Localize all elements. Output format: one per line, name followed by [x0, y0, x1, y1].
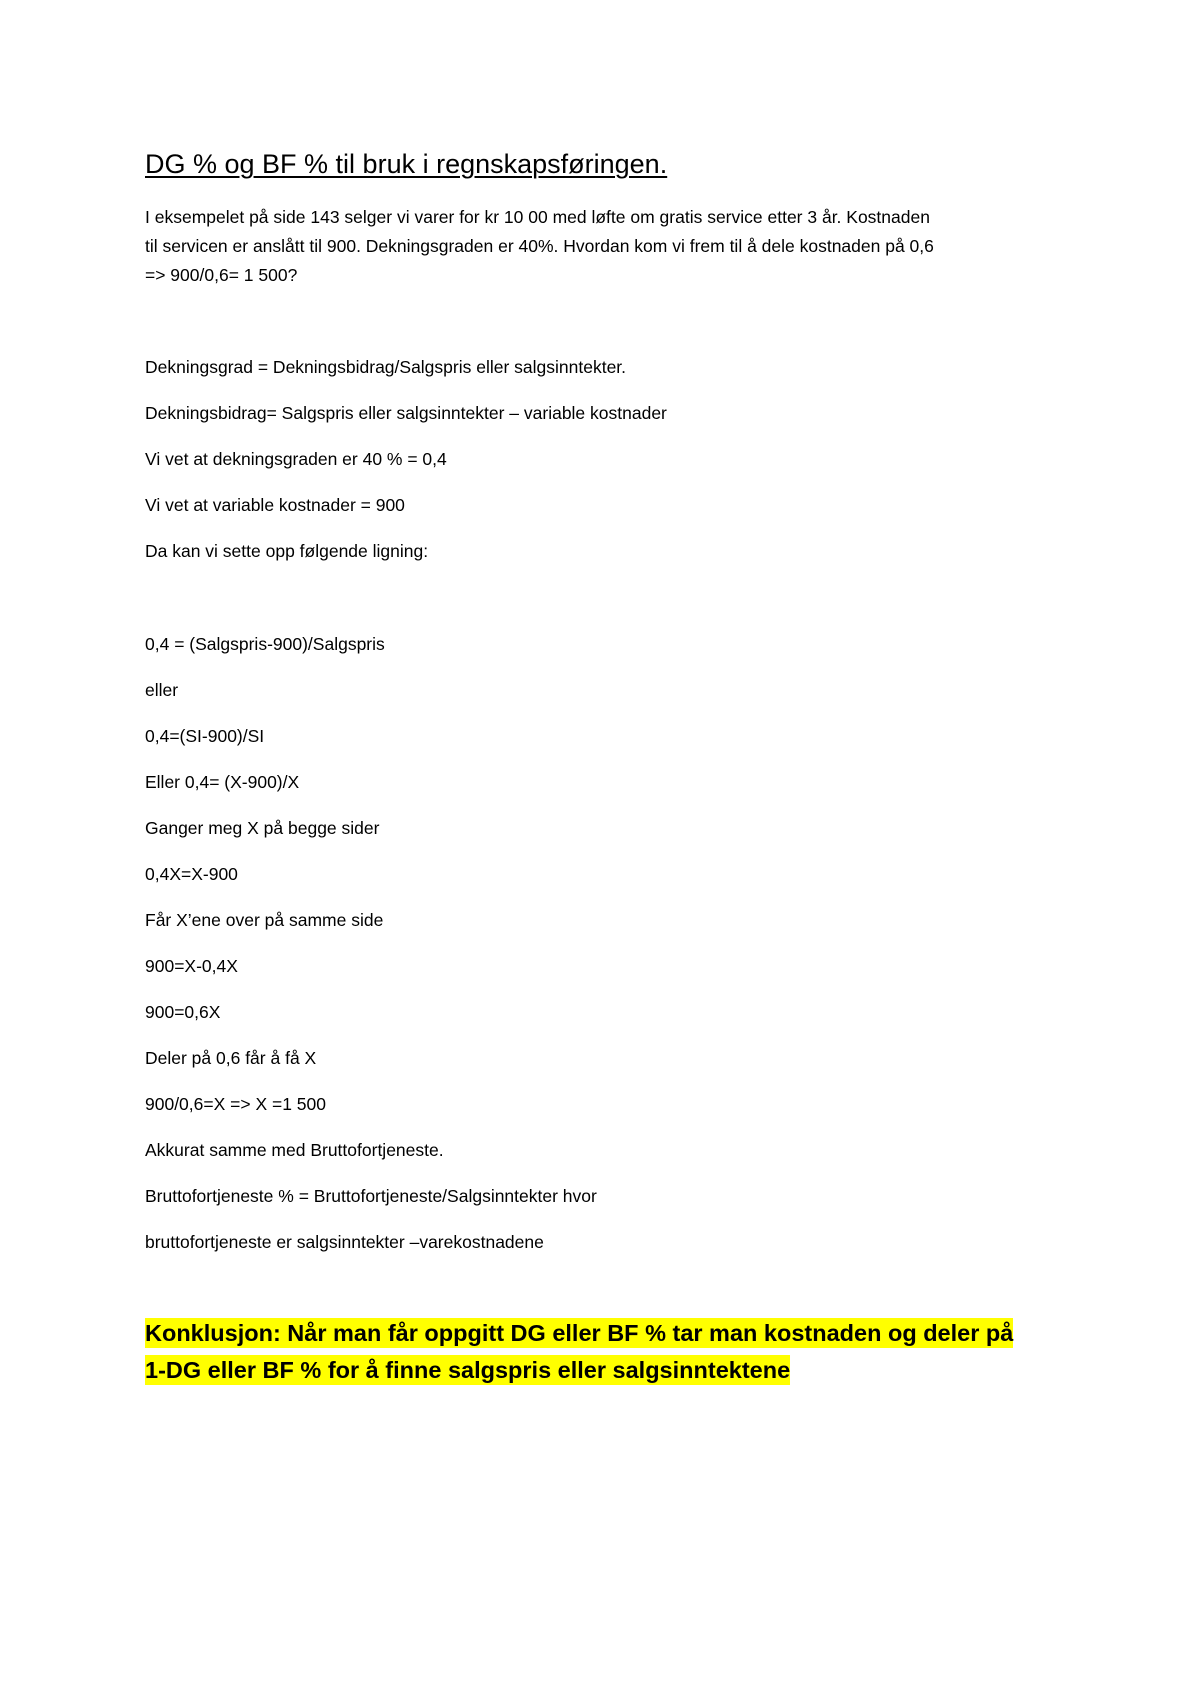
body-line: eller [145, 680, 179, 700]
conclusion-line-highlighted: 1-DG eller BF % for å finne salgspris eller salgsinntektene [145, 1357, 791, 1383]
body-line: Ganger meg X på begge sider [145, 818, 380, 838]
document-title: DG % og BF % til bruk i regnskapsføringen. [145, 149, 668, 179]
body-line: Dekningsgrad = Dekningsbidrag/Salgspris eller salgsinntekter. [145, 357, 627, 377]
body-line: Vi vet at dekningsgraden er 40 % = 0,4 [145, 449, 447, 469]
body-line: Får X’ene over på samme side [145, 910, 384, 930]
equation-line: 900/0,6=X => X =1 500 [145, 1094, 326, 1114]
intro-line: til servicen er anslått til 900. Dekningsgraden er 40%. Hvordan kom vi frem til å dele kostnaden på 0,6 [145, 236, 934, 256]
intro-line: I eksempelet på side 143 selger vi varer for kr 10 00 med løfte om gratis service etter 3 år. Kostnaden [145, 207, 930, 227]
body-line: Da kan vi sette opp følgende ligning: [145, 541, 429, 561]
equation-line: Eller 0,4= (X-900)/X [145, 772, 300, 792]
conclusion-line-highlighted: Konklusjon: Når man får oppgitt DG eller BF % tar man kostnaden og deler på [145, 1320, 1014, 1346]
intro-line: => 900/0,6= 1 500? [145, 265, 298, 285]
body-line: Bruttofortjeneste % = Bruttofortjeneste/Salgsinntekter hvor [145, 1186, 597, 1206]
body-line: bruttofortjeneste er salgsinntekter –varekostnadene [145, 1232, 544, 1252]
body-line: Deler på 0,6 får å få X [145, 1048, 317, 1068]
equation-line: 0,4=(SI-900)/SI [145, 726, 265, 746]
conclusion-paragraph [145, 1315, 1075, 1389]
body-line: Dekningsbidrag= Salgspris eller salgsinntekter – variable kostnader [145, 403, 667, 423]
body-line: Vi vet at variable kostnader = 900 [145, 495, 405, 515]
equation-line: 900=X-0,4X [145, 956, 238, 976]
intro-paragraph [145, 203, 1075, 290]
equation-line: 0,4 = (Salgspris-900)/Salgspris [145, 634, 385, 654]
equation-line: 0,4X=X-900 [145, 864, 238, 884]
body-line: Akkurat samme med Bruttofortjeneste. [145, 1140, 444, 1160]
equation-line: 900=0,6X [145, 1002, 221, 1022]
